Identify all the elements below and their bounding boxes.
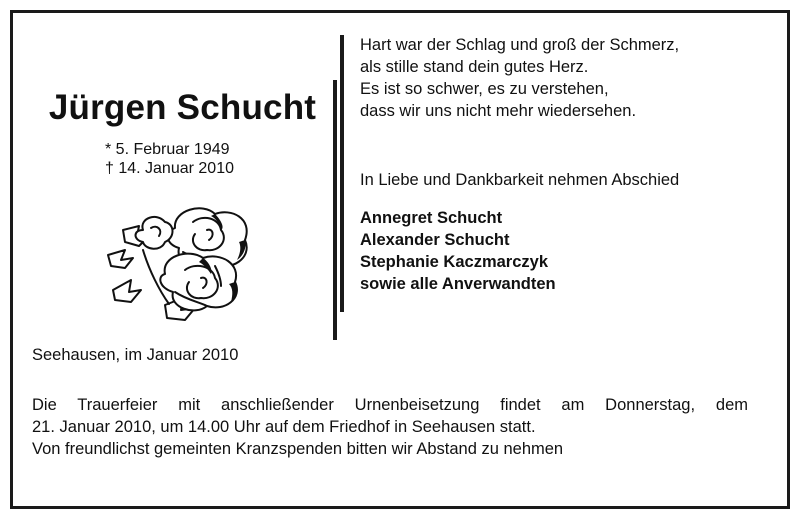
notice-line: Von freundlichst gemeinten Kranzspenden bitten wir Abstand zu nehmen	[32, 440, 564, 458]
deceased-name: Jürgen Schucht	[48, 88, 317, 127]
poem-line: Es ist so schwer, es zu verstehen,	[360, 80, 609, 98]
divider-rule-inner	[333, 80, 337, 340]
mourner-name: Stephanie Kaczmarczyk	[360, 253, 549, 271]
poem-line: als stille stand dein gutes Herz.	[360, 58, 589, 76]
mourner-name: Alexander Schucht	[360, 231, 510, 249]
notice-line: Die Trauerfeier mit anschließender Urnenbeisetzung findet am Donnerstag, dem	[32, 396, 748, 414]
birth-date: * 5. Februar 1949	[105, 141, 230, 158]
notice-line: 21. Januar 2010, um 14.00 Uhr auf dem Friedhof in Seehausen statt.	[32, 418, 536, 436]
mourner-name: sowie alle Anverwandten	[360, 275, 556, 293]
mourners-list	[360, 207, 760, 295]
place-date: Seehausen, im Januar 2010	[32, 346, 239, 364]
life-dates	[105, 140, 275, 178]
divider-rule	[340, 35, 344, 312]
mourner-name: Annegret Schucht	[360, 209, 503, 227]
memorial-poem	[360, 34, 760, 122]
poem-line: Hart war der Schlag und groß der Schmerz,	[360, 36, 680, 54]
farewell-text: In Liebe und Dankbarkeit nehmen Abschied	[360, 171, 680, 189]
roses-icon	[103, 200, 273, 328]
poem-line: dass wir uns nicht mehr wiedersehen.	[360, 102, 637, 120]
funeral-notice	[32, 394, 748, 460]
death-date: † 14. Januar 2010	[105, 160, 234, 177]
